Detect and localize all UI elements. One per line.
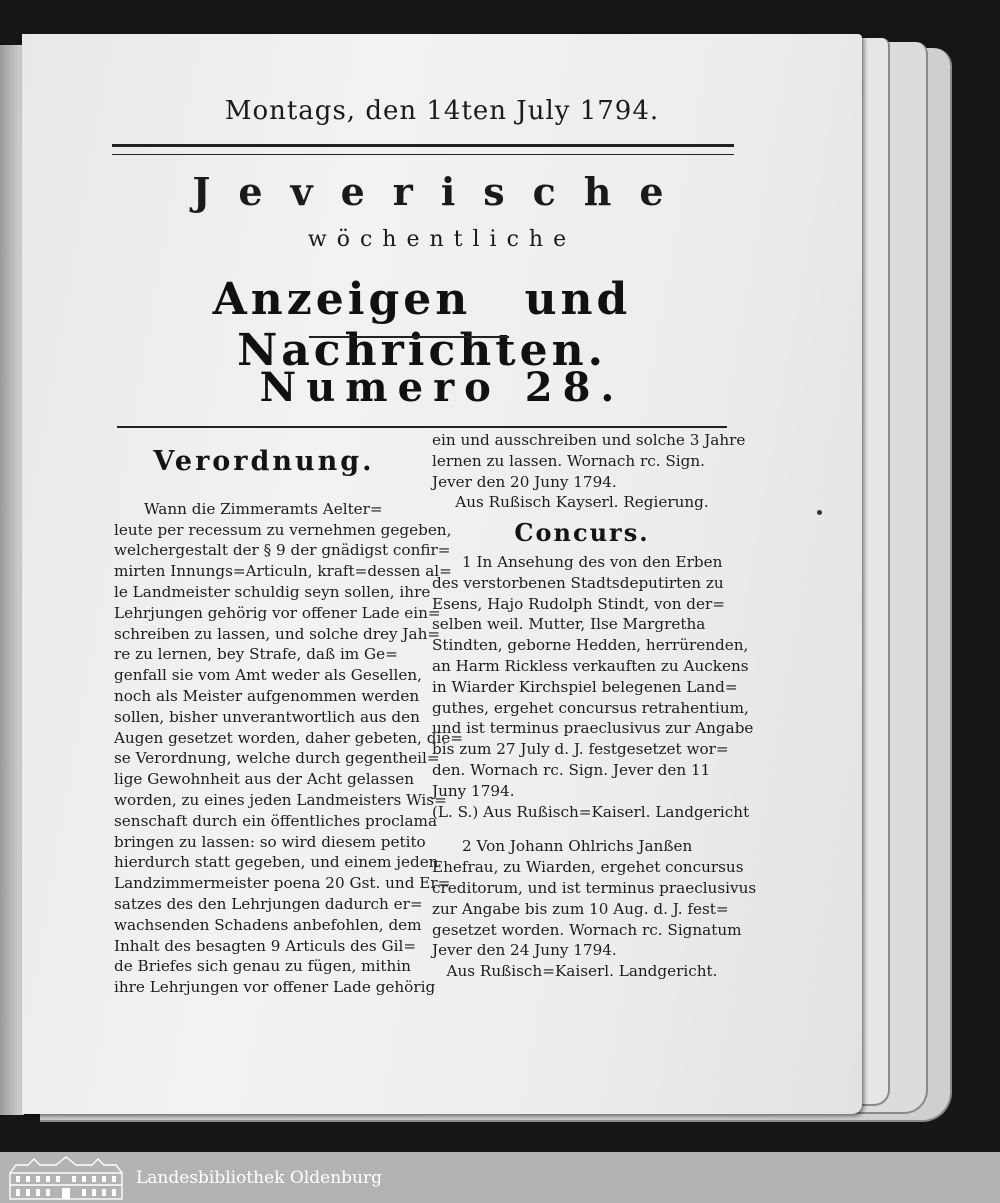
text-line: gesetzet worden. Wornach rc. Signatum — [432, 920, 742, 939]
masthead-line-2: wöchentliche — [307, 227, 577, 252]
text-line: le Landmeister schuldig seyn sollen, ihre — [114, 582, 431, 601]
text-line: 1 In Ansehung des von den Erben — [462, 552, 723, 571]
text-line: welchergestalt der § 9 der gnädigst confir= — [114, 541, 451, 560]
signature-court-1: (L. S.) Aus Rußisch=Kaiserl. Landgericht — [432, 802, 750, 821]
library-building-icon — [6, 1155, 126, 1201]
text-line: noch als Meister aufgenommen werden — [114, 686, 420, 705]
right-column — [432, 430, 757, 992]
text-line: Ehefrau, zu Wiarden, ergehet concursus — [432, 858, 744, 877]
masthead-short-rule — [309, 336, 509, 338]
text-line: lige Gewohnheit aus der Acht gelassen — [114, 770, 415, 789]
signature-government: Aus Rußisch Kayserl. Regierung. — [455, 493, 709, 512]
text-line: bis zum 27 July d. J. festgesetzet wor= — [432, 740, 729, 759]
masthead-line-3: Anzeigen und Nachrichten. — [212, 274, 632, 376]
text-line: re zu lernen, bey Strafe, daß im Ge= — [114, 645, 398, 664]
text-line: creditorum, und ist terminus praeclusivus — [432, 878, 757, 897]
text-line: Augen gesetzet worden, daher gebeten, die= — [114, 728, 464, 747]
previous-page-edge — [0, 45, 24, 1115]
concurs-notice-2 — [432, 836, 757, 982]
text-line: sollen, bisher unverantwortlich aus den — [114, 707, 420, 726]
text-line: wachsenden Schadens anbefohlen, dem — [114, 915, 422, 934]
text-line: de Briefes sich genau zu fügen, mithin — [114, 957, 411, 976]
text-line: Lehrjungen gehörig vor offener Lade ein= — [114, 603, 441, 622]
text-line: Wann die Zimmeramts Aelter= — [144, 499, 383, 518]
text-line: guthes, ergehet concursus retrahentium, — [432, 698, 749, 717]
library-name: Landesbibliothek Oldenburg — [136, 1167, 383, 1188]
text-line: und ist terminus praeclusivus zur Angabe — [432, 719, 754, 738]
text-line: Landzimmermeister poena 20 Gst. und Er= — [114, 874, 451, 893]
ordinance-text — [114, 499, 464, 998]
text-line: zur Angabe bis zum 10 Aug. d. J. fest= — [432, 899, 729, 918]
text-line: bringen zu lassen: so wird diesem petito — [114, 832, 426, 851]
library-footer-bar — [0, 1152, 1000, 1203]
text-line: mirten Innungs=Articuln, kraft=dessen al= — [114, 562, 452, 581]
text-line: den. Wornach rc. Sign. Jever den 11 — [432, 760, 711, 779]
ordinance-heading: Verordnung. — [153, 446, 375, 477]
text-line: des verstorbenen Stadtsdeputirten zu — [432, 573, 724, 592]
text-line: Esens, Hajo Rudolph Stindt, von der= — [432, 594, 726, 613]
left-column — [114, 446, 464, 998]
signature-court-2: Aus Rußisch=Kaiserl. Landgericht. — [446, 962, 718, 981]
text-line: ein und ausschreiben und solche 3 Jahre — [432, 431, 746, 449]
newspaper-page — [22, 34, 862, 1114]
text-line: satzes des den Lehrjungen dadurch er= — [114, 894, 423, 913]
ink-spot — [817, 510, 822, 515]
text-line: Jever den 24 Juny 1794. — [432, 941, 617, 960]
concurs-notice-1 — [432, 552, 754, 822]
text-line: senschaft durch ein öffentliches proclama — [114, 811, 438, 830]
header-double-rule — [112, 144, 734, 155]
text-line: worden, zu eines jeden Landmeisters Wis= — [114, 790, 447, 809]
text-line: leute per recessum zu vernehmen gegeben, — [114, 520, 452, 539]
text-line: Inhalt des besagten 9 Articuls des Gil= — [114, 936, 417, 955]
column-top-rule — [117, 426, 727, 428]
text-line: selben weil. Mutter, Ilse Margretha — [432, 615, 706, 634]
text-line: se Verordnung, welche durch gegentheil= — [114, 749, 440, 768]
text-line: 2 Von Johann Ohlrichs Janßen — [462, 837, 693, 856]
text-line: Stindten, geborne Hedden, herrürenden, — [432, 636, 749, 655]
ordinance-continuation — [432, 430, 746, 513]
text-line: lernen zu lassen. Wornach rc. Sign. — [432, 451, 705, 470]
issue-number: Numero 28. — [259, 364, 625, 411]
masthead-line-1: Jeverische — [192, 169, 692, 214]
text-line: hierdurch statt gegeben, und einem jeden — [114, 853, 439, 872]
issue-date: Montags, den 14ten July 1794. — [224, 96, 660, 126]
text-line: Juny 1794. — [432, 781, 515, 800]
text-line: Jever den 20 Juny 1794. — [432, 472, 617, 491]
text-line: schreiben zu lassen, und solche drey Jah= — [114, 624, 441, 643]
concurs-heading: Concurs. — [514, 518, 650, 548]
text-line: in Wiarder Kirchspiel belegenen Land= — [432, 677, 738, 696]
text-line: ihre Lehrjungen vor offener Lade gehörig — [114, 978, 436, 997]
text-line: genfall sie vom Amt weder als Gesellen, — [114, 666, 422, 685]
text-line: an Harm Rickless verkauften zu Auckens — [432, 656, 749, 675]
